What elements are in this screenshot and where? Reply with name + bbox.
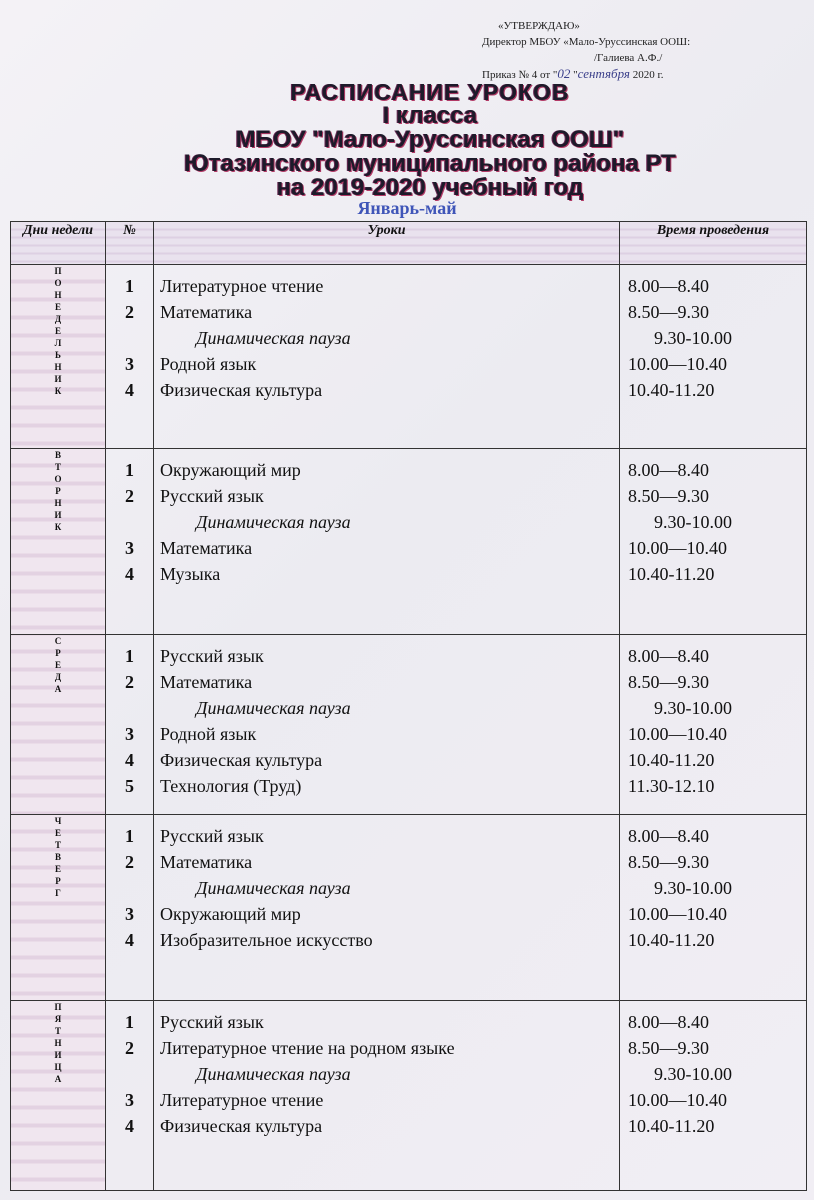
lesson-times [620,265,807,449]
table-row [11,449,807,635]
lesson-name: Литературное чтение на родном языке [160,1038,455,1058]
day-letter: Р [55,876,61,886]
table-row [11,635,807,815]
day-letter: Н [54,1038,62,1048]
lesson-name: Физическая культура [160,1116,323,1136]
lesson-time: 8.50—9.30 [628,1038,709,1058]
lesson-time: 8.00—8.40 [628,460,709,480]
order-year: 2020 г. [632,69,664,81]
day-letter: О [54,278,62,288]
lesson-names [154,449,620,635]
day-letter: И [54,1050,62,1060]
lesson-time: 10.40-11.20 [628,750,715,770]
lesson-name: Русский язык [160,486,264,506]
lesson-time: 8.00—8.40 [628,276,709,296]
lesson-name: Русский язык [160,646,264,666]
lesson-number: 4 [125,564,134,584]
lesson-time: 9.30-10.00 [654,328,732,348]
day-letter: Л [54,338,62,348]
lesson-number: 1 [125,646,134,666]
day-letter: Н [54,362,62,372]
lesson-number [106,875,153,901]
day-name [11,449,106,635]
day-letter: Ь [55,350,61,360]
dynamic-pause: Динамическая пауза [196,512,351,532]
day-letter: О [54,474,62,484]
day-letter: К [54,522,62,532]
lesson-number: 3 [125,724,134,744]
table-row [11,265,807,449]
title-line-2: I класса [382,102,478,129]
day-letter: Н [54,498,62,508]
approval-line-2: Директор МБОУ «Мало-Уруссинская ООШ: [482,36,691,48]
order-from: от " [539,69,558,81]
day-name [11,265,106,449]
dynamic-pause: Динамическая пауза [196,878,351,898]
lesson-numbers [106,1001,154,1191]
lesson-name: Технология (Труд) [160,776,302,796]
lesson-numbers [106,265,154,449]
lesson-time: 10.00—10.40 [628,904,727,924]
lesson-times [620,449,807,635]
order-day: 02 [557,66,571,81]
lesson-number: 4 [125,1116,134,1136]
dynamic-pause: Динамическая пауза [196,1064,351,1084]
lesson-time: 10.00—10.40 [628,354,727,374]
lesson-name: Физическая культура [160,380,323,400]
day-letter: Г [55,888,61,898]
day-letter: Н [54,290,62,300]
day-letter: Я [54,1014,62,1024]
approval-stamp [482,18,782,83]
lesson-times [620,635,807,815]
day-name [11,1001,106,1191]
lesson-number: 3 [125,354,134,374]
lesson-number: 1 [125,1012,134,1032]
lesson-numbers [106,635,154,815]
day-letter: К [54,386,62,396]
lesson-number: 3 [125,538,134,558]
lesson-number [106,1061,153,1087]
lesson-name: Математика [160,852,253,872]
page-title [60,80,800,200]
lesson-time: 10.00—10.40 [628,724,727,744]
lesson-name: Математика [160,672,253,692]
lesson-number: 4 [125,930,134,950]
lesson-time: 10.40-11.20 [628,1116,715,1136]
day-letter: Д [54,672,62,682]
lesson-time: 11.30-12.10 [628,776,715,796]
day-letter: Т [54,462,61,472]
lesson-numbers [106,815,154,1001]
lesson-number [106,509,153,535]
lesson-number: 2 [125,852,134,872]
lesson-time: 8.00—8.40 [628,646,709,666]
day-letter: Е [54,326,61,336]
order-month: сентября [577,66,630,81]
day-letter: Р [55,648,61,658]
title-line-4: Ютазинского муниципального района РТ [184,150,676,177]
lesson-number: 2 [125,302,134,322]
header-time: Время проведения [620,222,807,265]
lesson-number: 3 [125,1090,134,1110]
lesson-name: Литературное чтение [160,276,324,296]
lesson-number: 4 [125,380,134,400]
lesson-names [154,635,620,815]
day-name [11,635,106,815]
lesson-time: 8.50—9.30 [628,486,709,506]
lesson-time: 8.00—8.40 [628,826,709,846]
table-row [11,1001,807,1191]
day-letter: Ц [54,1062,62,1072]
lesson-number: 1 [125,276,134,296]
day-letter: Т [54,1026,61,1036]
lesson-name: Физическая культура [160,750,323,770]
lesson-numbers [106,449,154,635]
day-letter: Д [54,314,62,324]
lesson-names [154,815,620,1001]
lesson-number: 2 [125,672,134,692]
lesson-name: Литературное чтение [160,1090,324,1110]
lesson-time: 9.30-10.00 [654,512,732,532]
lesson-names [154,1001,620,1191]
lesson-name: Родной язык [160,724,257,744]
lesson-name: Математика [160,538,253,558]
period-subtitle: Январь-май [357,198,457,218]
day-letter: В [54,852,61,862]
day-letter: И [54,510,62,520]
day-letter: Е [54,864,61,874]
lesson-time: 8.50—9.30 [628,302,709,322]
lesson-number [106,325,153,351]
lesson-times [620,1001,807,1191]
lesson-time: 8.00—8.40 [628,1012,709,1032]
day-letter: Е [54,302,61,312]
lesson-time: 10.40-11.20 [628,930,715,950]
day-letter: П [54,266,62,276]
lesson-name: Окружающий мир [160,460,301,480]
lesson-name: Музыка [160,564,221,584]
table-row [11,815,807,1001]
lesson-time: 9.30-10.00 [654,878,732,898]
lesson-number: 3 [125,904,134,924]
day-letter: С [54,636,62,646]
day-letter: А [54,684,62,694]
lesson-number: 1 [125,460,134,480]
lesson-time: 8.50—9.30 [628,672,709,692]
day-letter: Ч [54,816,62,826]
approval-line-3: /Галиева А.Ф./ [594,52,663,64]
lesson-times [620,815,807,1001]
day-letter: А [54,1074,62,1084]
day-letter: Е [54,828,61,838]
day-letter: Р [55,486,61,496]
lesson-name: Русский язык [160,826,264,846]
lesson-names [154,265,620,449]
lesson-time: 8.50—9.30 [628,852,709,872]
day-letter: Е [54,660,61,670]
lesson-time: 10.40-11.20 [628,380,715,400]
dynamic-pause: Динамическая пауза [196,698,351,718]
title-line-5: на 2019-2020 учебный год [276,174,584,201]
approval-order: Приказ № 4 от "02 "сентября 2020 г. [482,66,664,81]
lesson-name: Окружающий мир [160,904,301,924]
title-line-1: РАСПИСАНИЕ УРОКОВ [290,79,570,105]
order-prefix: Приказ № 4 [482,69,538,81]
lesson-number: 4 [125,750,134,770]
day-name [11,815,106,1001]
lesson-time: 9.30-10.00 [654,1064,732,1084]
lesson-number [106,695,153,721]
lesson-number: 5 [125,776,134,796]
title-line-3: МБОУ "Мало-Уруссинская ООШ" [235,126,625,153]
lesson-time: 10.00—10.40 [628,1090,727,1110]
lesson-time: 10.00—10.40 [628,538,727,558]
day-letter: Т [54,840,61,850]
lesson-number: 1 [125,826,134,846]
header-lessons: Уроки [154,222,620,265]
approval-line-1: «УТВЕРЖДАЮ» [498,20,580,32]
lesson-number: 2 [125,486,134,506]
lesson-number: 2 [125,1038,134,1058]
lesson-name: Русский язык [160,1012,264,1032]
day-letter: П [54,1002,62,1012]
dynamic-pause: Динамическая пауза [196,328,351,348]
lesson-time: 9.30-10.00 [654,698,732,718]
day-letter: В [54,450,61,460]
lesson-time: 10.40-11.20 [628,564,715,584]
lesson-name: Изобразительное искусство [160,930,373,950]
header-num: № [106,222,154,265]
day-letter: И [54,374,62,384]
lesson-name: Родной язык [160,354,257,374]
lesson-name: Математика [160,302,253,322]
schedule-table [10,221,807,1191]
table-header-row [11,222,807,265]
header-day: Дни недели [11,222,106,265]
